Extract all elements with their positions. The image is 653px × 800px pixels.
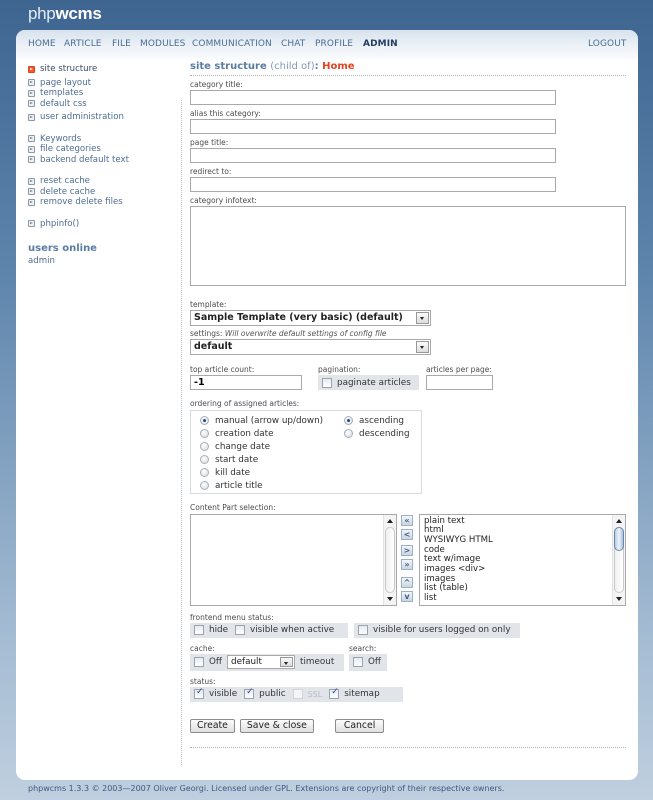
sidebar-item-label: templates	[40, 88, 84, 99]
logo-light: php	[28, 4, 56, 23]
scroll-down-icon[interactable]	[616, 597, 622, 601]
settings-select[interactable]	[190, 339, 431, 355]
ordering-group	[190, 410, 422, 494]
radio-icon[interactable]	[200, 429, 209, 438]
pagination-label: pagination:	[318, 365, 361, 374]
sidebar	[28, 64, 178, 266]
scrollbar[interactable]	[612, 515, 625, 605]
radio-article-title[interactable]	[200, 480, 263, 492]
radio-icon[interactable]	[200, 442, 209, 451]
radio-label: change date	[215, 441, 271, 452]
cache-group	[190, 654, 344, 671]
main-content	[190, 61, 626, 748]
search-label: search:	[349, 643, 377, 653]
sidebar-item-page-layout[interactable]	[28, 78, 178, 89]
scrollbar[interactable]	[383, 515, 396, 605]
dropdown-arrow-icon[interactable]	[280, 657, 293, 667]
title-sub: (child of)	[270, 61, 315, 72]
move-right-button[interactable]: >	[401, 545, 413, 556]
move-up-button[interactable]: ^	[401, 577, 413, 588]
public-label: public	[259, 689, 286, 699]
hide-checkbox[interactable]	[194, 625, 204, 635]
radio-descending[interactable]	[344, 428, 410, 440]
arrow-bullet-icon	[28, 90, 35, 97]
divider	[190, 75, 626, 76]
radio-label: article title	[215, 480, 263, 491]
visible-when-active-checkbox[interactable]	[235, 625, 245, 635]
public-checkbox[interactable]	[244, 689, 254, 699]
frontend-group	[190, 623, 348, 638]
radio-icon[interactable]	[344, 416, 353, 425]
ssl-checkbox[interactable]	[293, 689, 303, 699]
sidebar-item-label: page layout	[40, 77, 92, 88]
move-all-left-button[interactable]: «	[401, 515, 413, 526]
arrow-bullet-icon	[28, 66, 35, 73]
sidebar-item-label: remove delete files	[40, 197, 123, 208]
sidebar-item-label: reset cache	[40, 176, 90, 187]
sitemap-checkbox[interactable]	[329, 689, 339, 699]
sidebar-item-phpinfo[interactable]	[28, 219, 178, 230]
sidebar-item-remove-delete-files[interactable]	[28, 197, 178, 208]
create-button[interactable]: Create	[190, 719, 235, 733]
alias-input[interactable]	[190, 119, 556, 134]
arrow-bullet-icon	[28, 199, 35, 206]
divider	[190, 747, 626, 748]
search-group	[349, 654, 387, 671]
users-online-title: users online	[28, 243, 97, 254]
radio-icon[interactable]	[200, 455, 209, 464]
radio-label: ascending	[359, 415, 404, 426]
radio-icon[interactable]	[200, 481, 209, 490]
content-part-label: Content Part selection:	[190, 502, 276, 512]
list-item[interactable]: WYSIWYG HTML	[424, 534, 493, 545]
scroll-down-icon[interactable]	[387, 597, 393, 601]
sidebar-item-file-categories[interactable]	[28, 144, 178, 155]
category-title-input[interactable]	[190, 90, 556, 105]
status-label: status:	[190, 676, 216, 686]
radio-label: descending	[359, 428, 410, 439]
sidebar-item-label: Keywords	[40, 133, 82, 144]
sidebar-item-label: backend default text	[40, 154, 129, 165]
sidebar-item-label: user administration	[40, 112, 124, 123]
title-colon: :	[314, 61, 319, 72]
sidebar-item-default-css[interactable]	[28, 99, 178, 110]
template-value: Sample Template (very basic) (default)	[194, 312, 403, 323]
sitemap-label: sitemap	[344, 689, 380, 699]
status-group	[190, 687, 403, 702]
frontend-label: frontend menu status:	[190, 612, 274, 622]
template-select[interactable]	[190, 310, 431, 326]
footer-copyright: phpwcms 1.3.3 © 2003—2007 Oliver Georgi. Licensed under GPL. Extensions are copyright of their respective owners.	[28, 784, 505, 793]
arrow-bullet-icon	[28, 220, 35, 227]
main-panel	[16, 30, 638, 780]
nav-logout[interactable]: LOGOUT	[588, 39, 627, 49]
search-off-checkbox[interactable]	[353, 657, 363, 667]
radio-label: start date	[215, 454, 259, 465]
nav-communication[interactable]: COMMUNICATION	[192, 39, 272, 49]
sidebar-item-reset-cache[interactable]	[28, 176, 178, 187]
move-left-button[interactable]: <	[401, 529, 413, 540]
cache-select-value: default	[231, 657, 262, 667]
nav-file[interactable]: FILE	[112, 39, 131, 49]
radio-label: manual (arrow up/down)	[215, 415, 324, 426]
radio-icon[interactable]	[200, 468, 209, 477]
scroll-track	[385, 527, 395, 593]
nav-admin[interactable]: ADMIN	[363, 39, 398, 49]
radio-start-date[interactable]	[200, 454, 258, 466]
paginate-checkbox-group[interactable]	[318, 375, 419, 390]
cache-select[interactable]	[227, 655, 295, 669]
template-label: template:	[190, 300, 227, 309]
scroll-up-icon[interactable]	[387, 519, 393, 523]
cache-off-label: Off	[209, 657, 222, 667]
list-item[interactable]: images <div>	[424, 564, 486, 575]
dropdown-arrow-icon[interactable]	[416, 312, 429, 324]
title-text: site structure	[190, 61, 267, 72]
online-user: admin	[28, 256, 55, 266]
radio-kill-date[interactable]	[200, 467, 250, 479]
scroll-thumb[interactable]	[614, 527, 624, 551]
arrow-bullet-icon	[28, 178, 35, 185]
cache-timeout-label: timeout	[300, 657, 335, 667]
ssl-label: SSL	[307, 689, 323, 699]
per-page-label: articles per page:	[426, 365, 492, 374]
save-close-button[interactable]: Save & close	[240, 719, 314, 733]
nav-chat[interactable]: CHAT	[281, 39, 306, 49]
sidebar-item-user-administration[interactable]	[28, 112, 178, 123]
visible-logged-on-checkbox[interactable]	[358, 625, 368, 635]
list-item[interactable]: text w/image	[424, 554, 481, 565]
sidebar-item-keywords[interactable]	[28, 134, 178, 145]
available-content-parts-list[interactable]	[419, 514, 626, 606]
list-item[interactable]: list	[424, 593, 437, 604]
arrow-bullet-icon	[28, 79, 35, 86]
sidebar-item-site-structure[interactable]	[28, 64, 178, 75]
paginate-checkbox[interactable]	[322, 378, 332, 388]
sidebar-item-label: delete cache	[40, 186, 96, 197]
dropdown-arrow-icon[interactable]	[416, 341, 429, 353]
selected-content-parts-list[interactable]	[190, 514, 397, 606]
radio-icon[interactable]	[200, 416, 209, 425]
sidebar-divider	[181, 100, 182, 765]
radio-manual[interactable]	[200, 415, 323, 427]
redirect-input[interactable]	[190, 177, 556, 192]
nav-modules[interactable]: MODULES	[140, 39, 186, 49]
category-title-label: category title:	[190, 80, 243, 89]
alias-label: alias this category:	[190, 109, 261, 118]
nav-home[interactable]: HOME	[28, 39, 56, 49]
arrow-bullet-icon	[28, 135, 35, 142]
hide-label: hide	[209, 625, 229, 635]
search-off-label: Off	[368, 657, 381, 667]
radio-icon[interactable]	[344, 429, 353, 438]
list-item[interactable]: plain text	[424, 515, 465, 526]
visible-when-active-label: visible when active	[250, 625, 335, 635]
page-title-input[interactable]	[190, 148, 556, 163]
move-down-button[interactable]: v	[401, 591, 413, 602]
arrow-bullet-icon	[28, 156, 35, 163]
ordering-label: ordering of assigned articles:	[190, 398, 300, 408]
list-item[interactable]: images	[424, 573, 456, 584]
infotext-label: category infotext:	[190, 196, 257, 205]
per-page-input[interactable]	[426, 375, 493, 390]
move-buttons	[401, 514, 415, 606]
logged-on-group	[354, 623, 520, 638]
list-item[interactable]: code	[424, 544, 445, 555]
radio-change-date[interactable]	[200, 441, 270, 453]
sidebar-item-label: phpinfo()	[40, 218, 80, 229]
sidebar-item-label: default css	[40, 98, 87, 109]
logo-bold: wcms	[55, 4, 102, 23]
top-count-label: top article count:	[190, 365, 255, 374]
arrow-bullet-icon	[28, 146, 35, 153]
logo	[28, 4, 102, 24]
sidebar-item-delete-cache[interactable]	[28, 187, 178, 198]
settings-value: default	[194, 341, 233, 352]
list-item[interactable]: list (table)	[424, 583, 468, 594]
title-parent[interactable]: Home	[322, 61, 355, 72]
visible-logged-on-label: visible for users logged on only	[373, 625, 511, 635]
sidebar-item-label: site structure	[40, 64, 98, 75]
cancel-button[interactable]: Cancel	[335, 719, 385, 733]
sidebar-item-templates[interactable]	[28, 88, 178, 99]
radio-creation-date[interactable]	[200, 428, 274, 440]
top-count-input[interactable]	[190, 375, 302, 390]
arrow-bullet-icon	[28, 114, 35, 121]
list-item[interactable]: html	[424, 525, 444, 536]
radio-ascending[interactable]	[344, 415, 404, 427]
cache-off-checkbox[interactable]	[194, 657, 204, 667]
sidebar-item-label: file categories	[40, 144, 101, 155]
available-items	[424, 517, 493, 604]
redirect-label: redirect to:	[190, 167, 232, 176]
settings-label-text: settings:	[190, 329, 223, 338]
page-title	[190, 61, 626, 75]
infotext-textarea[interactable]	[190, 206, 626, 286]
visible-checkbox[interactable]	[194, 689, 204, 699]
settings-label	[190, 329, 626, 339]
scroll-up-icon[interactable]	[616, 519, 622, 523]
page-title-label: page title:	[190, 138, 229, 147]
visible-label: visible	[209, 689, 238, 699]
radio-label: kill date	[215, 467, 251, 478]
nav-profile[interactable]: PROFILE	[315, 39, 353, 49]
cache-label: cache:	[190, 643, 215, 653]
radio-label: creation date	[215, 428, 274, 439]
nav-article[interactable]: ARTICLE	[64, 39, 102, 49]
arrow-bullet-icon	[28, 188, 35, 195]
top-nav	[16, 30, 638, 60]
sidebar-item-backend-default-text[interactable]	[28, 155, 178, 166]
settings-note: Will overwrite default settings of config file	[224, 329, 387, 338]
arrow-bullet-icon	[28, 100, 35, 107]
move-all-right-button[interactable]: »	[401, 559, 413, 570]
paginate-label: paginate articles	[337, 377, 411, 388]
